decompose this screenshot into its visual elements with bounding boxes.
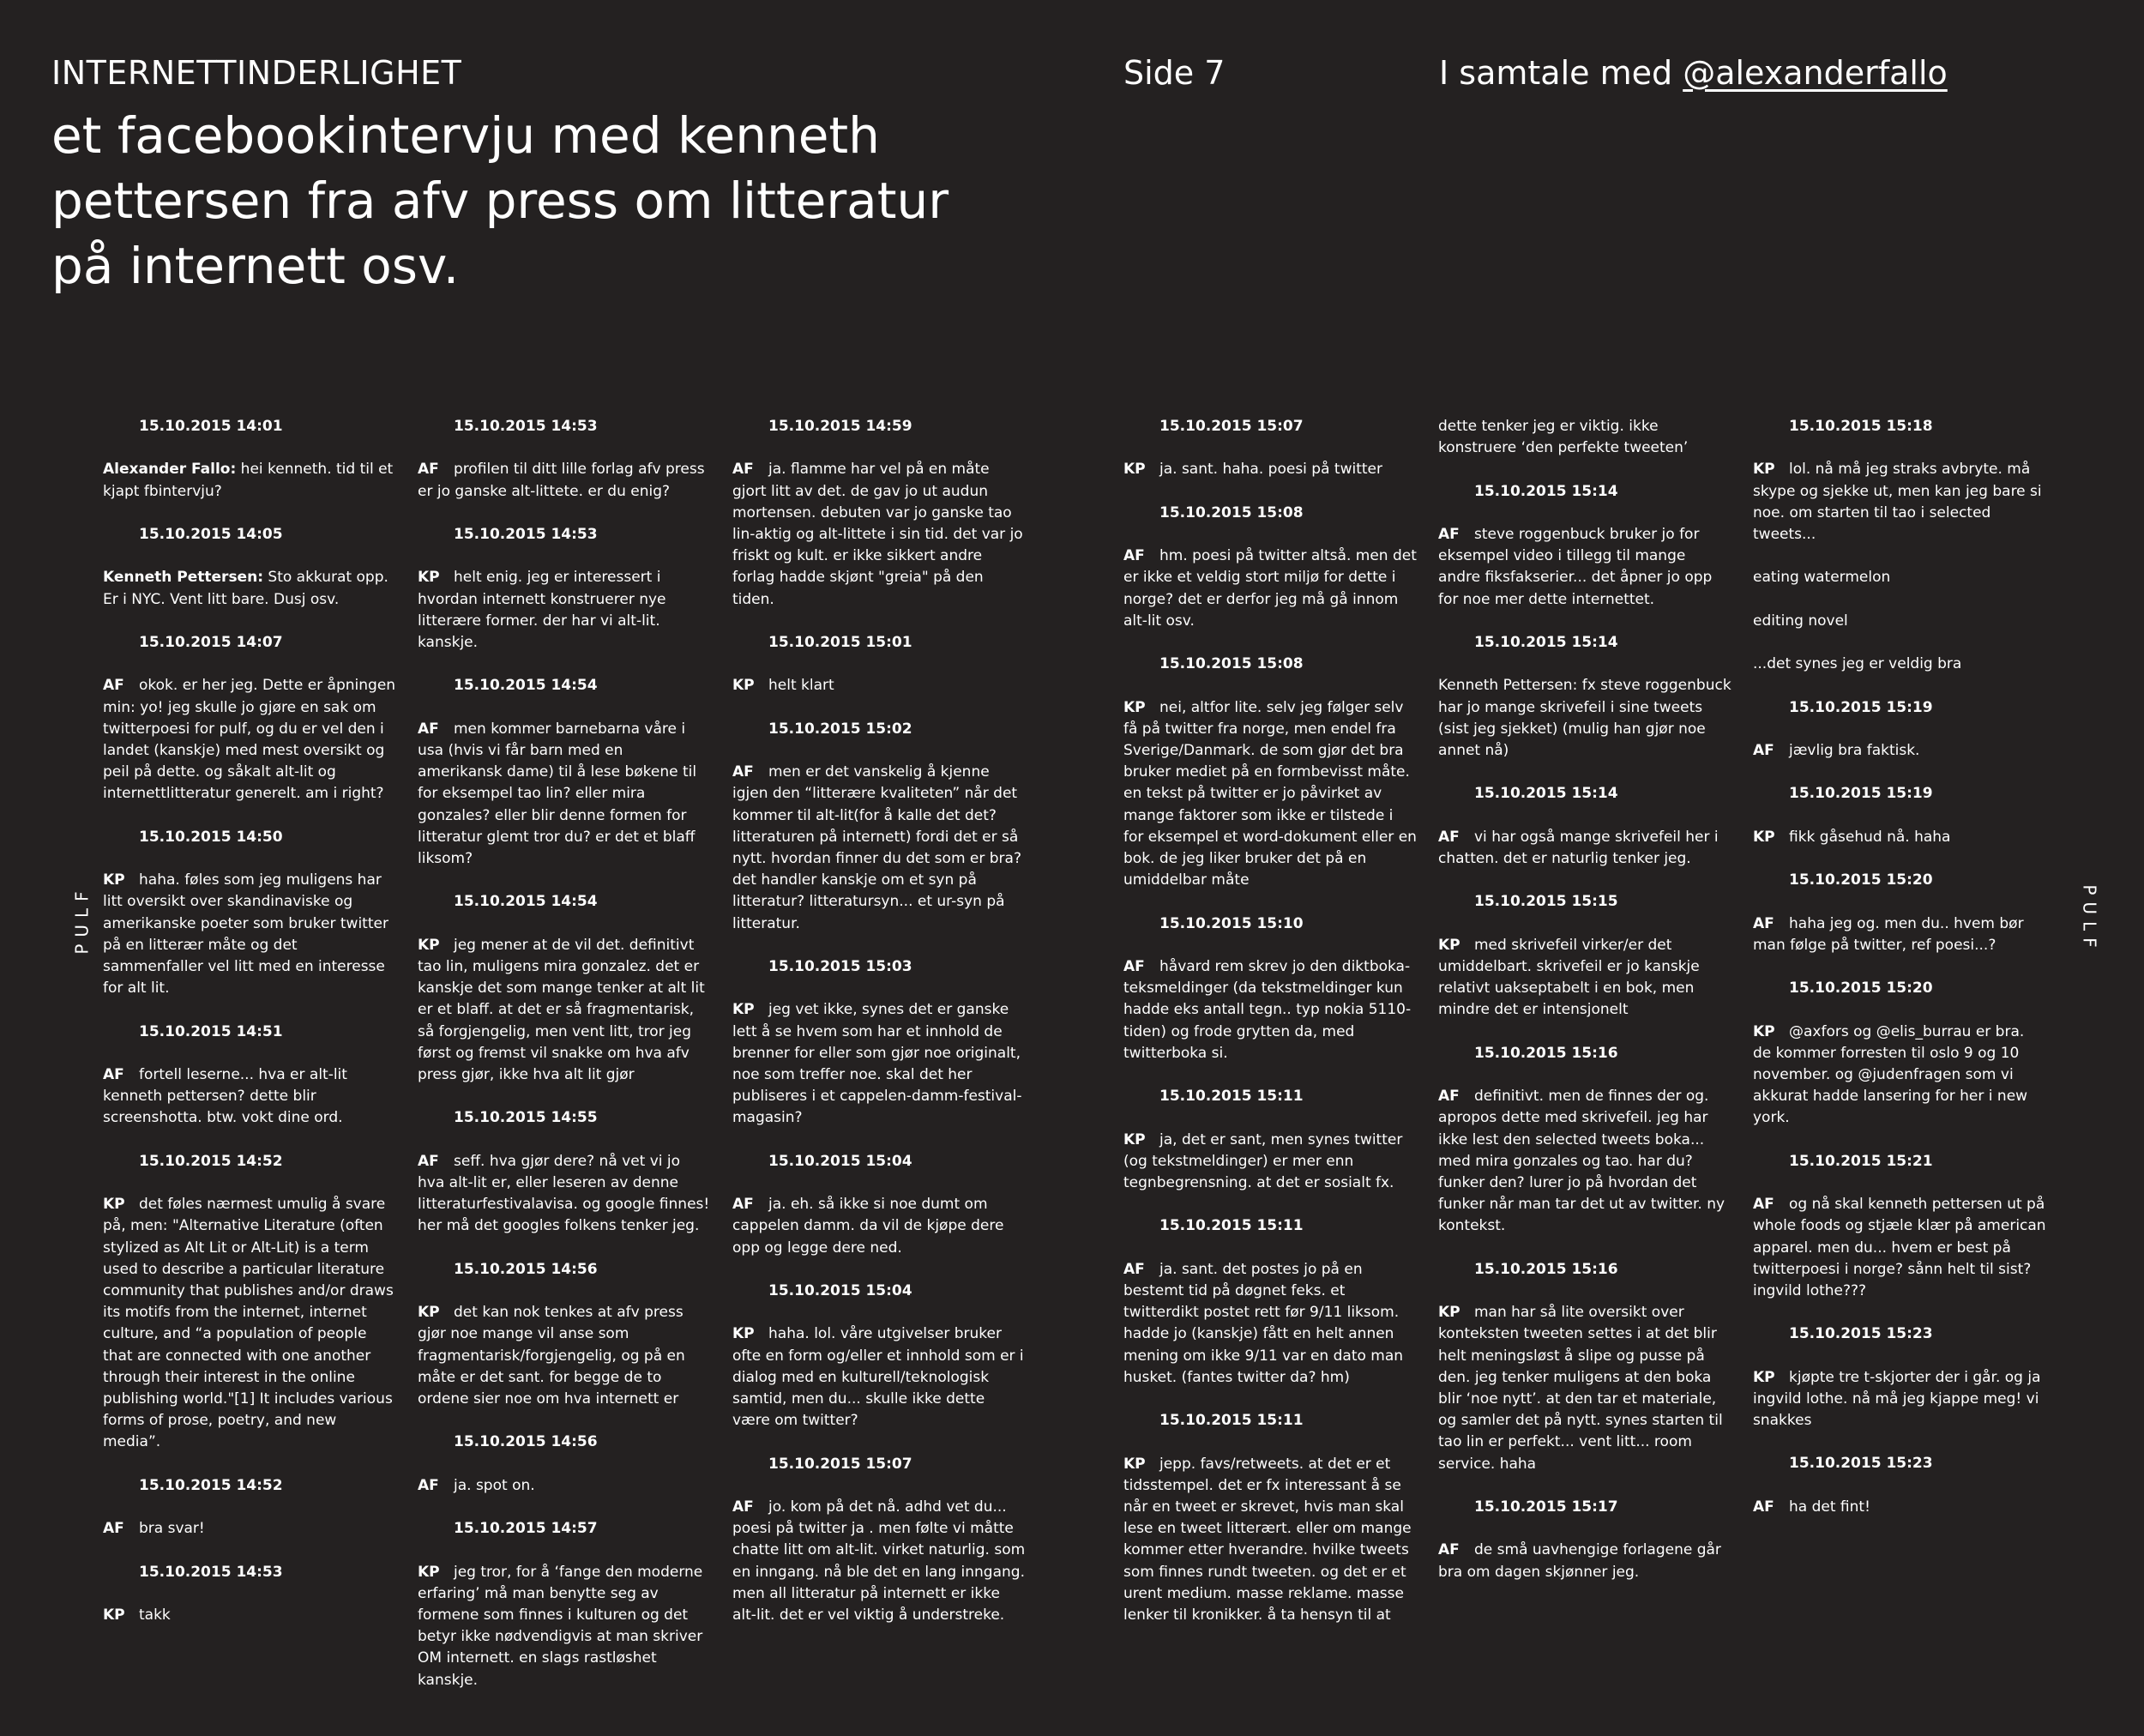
message-timestamp: 15.10.2015 14:59 — [768, 418, 912, 435]
message-text: seff. hva gjør dere? nå vet vi jo hva alt-lit er, eller leseren av denne litteraturfestivalavisa. og google finnes! her må det googles folkens tenker jeg. — [418, 1152, 710, 1235]
message-text: Sto akkurat opp. Er i NYC. Vent litt bare. Dusj osv. — [103, 569, 388, 608]
message-timestamp: 15.10.2015 15:10 — [1159, 914, 1304, 932]
message-text: eating watermelon — [1753, 569, 1891, 587]
message-timestamp: 15.10.2015 14:07 — [139, 633, 283, 651]
chat-message — [1123, 546, 1417, 632]
message-timestamp: 15.10.2015 15:08 — [1159, 503, 1304, 521]
speaker-initials: AF — [103, 677, 124, 695]
message-timestamp: 15.10.2015 15:07 — [1159, 418, 1304, 435]
chat-message — [1438, 524, 1731, 611]
chat-message — [418, 1562, 711, 1691]
message-text: dette tenker jeg er viktig. ikke konstruere ‘den perfekte tweeten’ — [1438, 418, 1689, 457]
speaker-initials: AF — [1753, 914, 1774, 932]
chat-message — [103, 1194, 396, 1453]
message-timestamp: 15.10.2015 15:18 — [1789, 418, 1933, 435]
chat-column-1 — [103, 416, 396, 1648]
side-label-right: PULF — [2079, 884, 2100, 955]
message-timestamp: 15.10.2015 14:56 — [454, 1433, 598, 1451]
message-text: ja. eh. så ikke si noe dumt om cappelen damm. da vil de kjøpe dere opp og legge dere ned. — [732, 1196, 1004, 1257]
chat-message — [1438, 1086, 1731, 1237]
chat-message — [418, 1302, 711, 1410]
message-timestamp: 15.10.2015 14:05 — [139, 525, 283, 543]
speaker-initials: KP — [418, 1563, 440, 1581]
chat-message — [732, 675, 1026, 696]
message-text: editing novel — [1753, 612, 1848, 630]
chat-message — [1438, 1540, 1731, 1582]
speaker-initials: AF — [1438, 1541, 1460, 1559]
chat-message — [1123, 1130, 1417, 1195]
conversation-header — [1439, 54, 1948, 92]
message-text: haha jeg og. men du.. hvem bør man følge på twitter, ref poesi...? — [1753, 914, 2024, 954]
message-text: ja. spot on. — [454, 1476, 535, 1494]
chat-column-2 — [418, 416, 711, 1713]
speaker-initials: KP — [103, 1196, 125, 1214]
message-timestamp: 15.10.2015 14:55 — [454, 1109, 598, 1127]
message-text: bra svar! — [139, 1520, 205, 1538]
message-text: vi har også mange skrivefeil her i chatten. det er naturlig tenker jeg. — [1438, 828, 1719, 867]
message-text: med skrivefeil virker/er det umiddelbart. skrivefeil er jo kanskje relativt uakseptabelt i en bok, men mindre det er intensjonelt — [1438, 936, 1700, 1019]
speaker-initials: AF — [418, 1476, 439, 1494]
message-timestamp: 15.10.2015 15:11 — [1159, 1217, 1304, 1235]
chat-message — [103, 870, 396, 999]
speaker-initials: KP — [103, 1606, 125, 1624]
message-text: ...det synes jeg er veldig bra — [1753, 655, 1962, 673]
twitter-handle-link[interactable]: @alexanderfallo — [1683, 54, 1948, 92]
speaker-initials: KP — [732, 1325, 755, 1343]
message-text: ja. flamme har vel på en måte gjort litt av det. de gav jo ut audun mortensen. debuten var jo ganske tao lin-aktig og alt-littete i sin tid. det var jo friskt og kult. er ikke sikkert andre forlag hadde skjønt "greia" på den tiden. — [732, 461, 1023, 608]
message-text: okok. er her jeg. Dette er åpningen min: yo! jeg skulle jo gjøre en sak om twitterpoesi for pulf, og du er vel den i landet (kanskje) med mest oversikt og peil på dette. og såkalt alt-lit og internettlitteratur generelt. am i right? — [103, 677, 396, 803]
message-text: de små uavhengige forlagene går bra om dagen skjønner jeg. — [1438, 1541, 1721, 1581]
chat-message — [103, 1605, 396, 1626]
speaker-name: Kenneth Pettersen: — [103, 569, 263, 587]
chat-message — [103, 459, 396, 502]
chat-message — [418, 459, 711, 502]
speaker-name: Kenneth Pettersen: — [1438, 677, 1578, 695]
message-text: håvard rem skrev jo den diktboka- teksmeldinger (da tekstmeldinger kun hadde eks antall tegn.. typ nokia 5110-tiden) og frode grytten da, med twitterboka si. — [1123, 957, 1412, 1062]
message-text: helt klart — [768, 677, 834, 695]
message-timestamp: 15.10.2015 15:02 — [768, 720, 912, 738]
message-timestamp: 15.10.2015 15:16 — [1474, 1044, 1618, 1062]
message-timestamp: 15.10.2015 15:03 — [768, 957, 912, 975]
speaker-initials: AF — [1438, 1088, 1460, 1106]
message-timestamp: 15.10.2015 14:53 — [454, 418, 598, 435]
speaker-initials: KP — [1438, 1304, 1460, 1322]
chat-message — [1753, 1497, 2046, 1518]
message-timestamp: 15.10.2015 15:01 — [768, 634, 912, 651]
speaker-initials: KP — [732, 1001, 755, 1019]
speaker-initials: AF — [418, 461, 439, 479]
speaker-initials: KP — [1123, 698, 1146, 716]
speaker-initials: KP — [1753, 461, 1775, 479]
chat-message — [1753, 1022, 2046, 1130]
chat-message — [103, 1518, 396, 1540]
speaker-initials: AF — [732, 763, 754, 781]
speaker-initials: KP — [418, 1304, 440, 1322]
speaker-initials: KP — [1753, 1368, 1775, 1386]
speaker-initials: KP — [1753, 828, 1775, 846]
message-text: det føles nærmest umulig å svare på, men: "Alternative Literature (often stylized as Alt Lit or Alt-Lit) is a term used to describe a particular literature community that publishes and/or draws its motifs from the internet, internet culture, and “a population of people that are connected with one another through their interest in the online publishing world."[1] It includes various forms of prose, poetry, and new media”. — [103, 1196, 394, 1451]
chat-message — [418, 1151, 711, 1238]
chat-message — [1123, 697, 1417, 892]
message-text: men kommer barnebarna våre i usa (hvis vi får barn med en amerikansk dame) til å lese bøkene til for eksempel tao lin? eller mira gonzales? eller blir denne formen for litteratur glemt tror du? er det et blaff liksom? — [418, 720, 697, 867]
speaker-initials: AF — [1753, 741, 1774, 759]
message-text: jeg mener at de vil det. definitivt tao lin, muligens mira gonzalez. det er kanskje det som mange tenker at alt lit er et blaff. at det er så fragmentarisk, så forgjengelig, men vent litt, tror jeg først og fremst vil snakke om hva afv press gjør, ikke hva alt lit gjør — [418, 936, 705, 1083]
chat-message — [418, 935, 711, 1086]
message-timestamp: 15.10.2015 15:20 — [1789, 980, 1933, 998]
speaker-initials: AF — [732, 1196, 754, 1214]
speaker-initials: KP — [1438, 936, 1460, 954]
article-title: et facebookintervju med kenneth pettersen fra afv press om litteratur på internett osv. — [51, 106, 949, 295]
message-timestamp: 15.10.2015 14:53 — [454, 525, 598, 543]
message-text: hm. poesi på twitter altså. men det er ikke et veldig stort miljø for dette i norge? det er derfor jeg må gå innom alt-lit osv. — [1123, 547, 1417, 630]
speaker-initials: AF — [1438, 525, 1460, 543]
speaker-initials: AF — [418, 720, 439, 738]
message-timestamp: 15.10.2015 14:50 — [139, 828, 283, 846]
chat-message — [418, 567, 711, 654]
message-timestamp: 15.10.2015 14:52 — [139, 1152, 283, 1170]
message-timestamp: 15.10.2015 14:54 — [454, 677, 598, 695]
message-text: fx steve roggenbuck har jo mange skrivefeil i sine tweets (sist jeg sjekket) (mulig han gjør noe annet nå) — [1438, 677, 1731, 759]
page-number: Side 7 — [1123, 54, 1226, 92]
message-text: haha. føles som jeg muligens har litt oversikt over skandinaviske og amerikanske poeter som bruker twitter på en litterær måte og det sammenfaller vel litt med en interesse for alt lit. — [103, 871, 388, 998]
message-timestamp: 15.10.2015 15:23 — [1789, 1325, 1933, 1343]
message-timestamp: 15.10.2015 15:07 — [768, 1455, 912, 1473]
speaker-initials: KP — [1123, 1455, 1146, 1473]
message-text: haha. lol. våre utgivelser bruker ofte en form og/eller et innhold som er i dialog med en kulturell/teknologisk samtid, men du... skulle ikke dette være om twitter? — [732, 1325, 1024, 1430]
speaker-initials: AF — [1123, 957, 1145, 975]
message-text: det kan nok tenkes at afv press gjør noe mange vil anse som fragmentarisk/forgjengelig, og på en måte er det sant. for begge de to ordene sier noe om hva internett er — [418, 1304, 685, 1407]
chat-column-3 — [732, 416, 1026, 1648]
message-timestamp: 15.10.2015 15:14 — [1474, 633, 1618, 651]
message-timestamp: 15.10.2015 14:54 — [454, 893, 598, 911]
chat-message — [1438, 1302, 1731, 1475]
chat-message — [1753, 1367, 2046, 1432]
speaker-name: Alexander Fallo: — [103, 461, 237, 479]
speaker-initials: KP — [1123, 461, 1146, 479]
message-text: ja. sant. haha. poesi på twitter — [1159, 461, 1382, 479]
chat-message — [418, 1475, 711, 1497]
speaker-initials: AF — [1123, 1260, 1145, 1278]
chat-message — [1753, 827, 2046, 848]
message-timestamp: 15.10.2015 15:04 — [768, 1281, 912, 1299]
chat-message — [418, 719, 711, 870]
chat-message — [1753, 913, 2046, 956]
message-text: jeg vet ikke, synes det er ganske lett å se hvem som har et innhold de brenner for eller som gjør noe originalt, noe som treffer noe. skal det her publiseres i et cappelen-damm-festival-magasin? — [732, 1001, 1022, 1127]
message-timestamp: 15.10.2015 15:21 — [1789, 1152, 1933, 1170]
side-label-left: PULF — [71, 884, 93, 955]
message-text: jo. kom på det nå. adhd vet du... poesi på twitter ja . men følte vi måtte chatte litt om alt-lit. virket naturlig. som en inngang. nå ble det en lang inngang. men all litteratur på internett er ikke alt-lit. det er vel viktig å understreke. — [732, 1498, 1026, 1624]
section-heading: INTERNETTINDERLIGHET — [51, 54, 462, 92]
chat-message — [732, 1497, 1026, 1626]
message-timestamp: 15.10.2015 15:19 — [1789, 698, 1933, 716]
chat-message — [1438, 675, 1731, 762]
message-timestamp: 15.10.2015 15:14 — [1474, 482, 1618, 500]
message-text: ha det fint! — [1789, 1498, 1870, 1516]
speaker-initials: AF — [1123, 547, 1145, 565]
message-text: jepp. favs/retweets. at det er et tidsstempel. det er fx interessant å se når en tweet er skrevet, hvis man skal lese en tweet litterært. eller om mange kommer etter hverandre. hvilke tweets som finnes rundt tweeten. og det er et urent medium. masse reklame. masse lenker til kronikker. å ta hensyn til at — [1123, 1455, 1412, 1624]
message-text: hei kenneth. tid til et kjapt fbintervju? — [103, 461, 394, 500]
message-timestamp: 15.10.2015 14:56 — [454, 1260, 598, 1278]
message-timestamp: 15.10.2015 15:04 — [768, 1152, 912, 1170]
speaker-initials: AF — [1753, 1498, 1774, 1516]
message-text: ja, det er sant, men synes twitter (og tekstmeldinger) er mer enn tegnbegrensning. at det er sosialt fx. — [1123, 1130, 1403, 1191]
message-text: @axfors og @elis_burrau er bra. de kommer forresten til oslo 9 og 10 november. og @judenfragen som vi akkurat hadde lansering for her i new york. — [1753, 1022, 2028, 1127]
message-timestamp: 15.10.2015 15:11 — [1159, 1088, 1304, 1106]
speaker-initials: KP — [418, 936, 440, 954]
message-text: helt enig. jeg er interessert i hvordan internett konstruerer nye litterære former. der har vi alt-lit. kanskje. — [418, 569, 666, 651]
message-text: nei, altfor lite. selv jeg følger selv få på twitter fra norge, men endel fra Sverige/Danmark. de som gjør det bra bruker mediet på en formbevisst måte. en tekst på twitter er jo påvirket av mange faktorer som ikke er tilstede i for eksempel et word-dokument eller en bok. de jeg liker bruker det på en umiddelbar måte — [1123, 698, 1417, 889]
message-timestamp: 15.10.2015 15:08 — [1159, 655, 1304, 673]
chat-message — [103, 1064, 396, 1130]
chat-message — [103, 675, 396, 805]
speaker-initials: AF — [732, 461, 754, 479]
message-timestamp: 15.10.2015 15:17 — [1474, 1498, 1618, 1516]
message-timestamp: 15.10.2015 15:23 — [1789, 1455, 1933, 1473]
conversation-prefix: I samtale med — [1439, 54, 1683, 92]
speaker-initials: AF — [103, 1520, 124, 1538]
chat-message — [1753, 740, 2046, 762]
message-text: takk — [139, 1606, 171, 1624]
message-timestamp: 15.10.2015 14:51 — [139, 1022, 283, 1040]
message-text: steve roggenbuck bruker jo for eksempel video i tillegg til mange andre fiksfakserier... det åpner jo opp for noe mer dette internettet. — [1438, 525, 1713, 608]
chat-message — [1753, 459, 2046, 546]
chat-column-6 — [1753, 416, 2046, 1540]
speaker-initials: AF — [732, 1498, 754, 1516]
message-timestamp: 15.10.2015 14:01 — [139, 418, 283, 435]
message-text: jeg tror, for å ‘fange den moderne erfaring’ må man benytte seg av formene som finnes i kulturen og det betyr ikke nødvendigvis at man skriver OM internett. en slags rastløshet kanskje. — [418, 1563, 703, 1689]
message-timestamp: 15.10.2015 15:14 — [1474, 785, 1618, 803]
chat-message — [1438, 827, 1731, 870]
message-text: man har så lite oversikt over konteksten tweeten settes i at det blir helt meningsløst å slipe og pusse på den. jeg tenker muligens at den boka blir ‘noe nytt’. at den tar et materiale, og samler det på nytt. synes starten til tao lin er perfekt... vent litt... room service. haha — [1438, 1304, 1723, 1473]
message-text: fikk gåsehud nå. haha — [1789, 828, 1951, 846]
message-timestamp: 15.10.2015 14:53 — [139, 1563, 283, 1581]
chat-message — [732, 1194, 1026, 1259]
message-timestamp: 15.10.2015 15:11 — [1159, 1412, 1304, 1430]
speaker-initials: AF — [418, 1152, 439, 1170]
message-timestamp: 15.10.2015 14:52 — [139, 1476, 283, 1494]
message-timestamp: 15.10.2015 15:15 — [1474, 893, 1618, 911]
speaker-initials: AF — [1753, 1196, 1774, 1214]
message-text: definitivt. men de finnes der og. apropos dette med skrivefeil. jeg har ikke lest den selected tweets boka... med mira gonzales og tao. har du? funker den? lurer jo på hvordan det funker når man tar det ut av twitter. ny kontekst. — [1438, 1088, 1725, 1235]
message-text: lol. nå må jeg straks avbryte. må skype og sjekke ut, men kan jeg bare si noe. om starten til tao i selected tweets... — [1753, 461, 2042, 543]
message-timestamp: 15.10.2015 15:16 — [1474, 1260, 1618, 1278]
speaker-initials: KP — [1753, 1022, 1775, 1040]
chat-column-4 — [1123, 416, 1417, 1648]
chat-column-5 — [1438, 416, 1731, 1605]
chat-message — [732, 999, 1026, 1129]
speaker-initials: AF — [1438, 828, 1460, 846]
speaker-initials: KP — [1123, 1130, 1146, 1148]
speaker-initials: KP — [732, 677, 755, 695]
speaker-initials: KP — [103, 871, 125, 889]
chat-message — [1753, 1194, 2046, 1302]
message-text: profilen til ditt lille forlag afv press er jo ganske alt-littete. er du enig? — [418, 461, 705, 500]
message-text: kjøpte tre t-skjorter der i går. og ja ingvild lothe. nå må jeg kjappe meg! vi snakkes — [1753, 1368, 2041, 1430]
chat-message — [1123, 459, 1417, 480]
chat-message — [732, 459, 1026, 610]
message-text: men er det vanskelig å kjenne igjen den “litterære kvaliteten” når det kommer til alt-lit(for å kalle det det? litteraturen på internett) fordi det er så nytt. hvordan finner du det som er bra? det handler kanskje om et syn på litteratur? litteratursyn... et ur-syn på litteratur. — [732, 763, 1021, 932]
speaker-initials: KP — [418, 569, 440, 587]
chat-message — [1123, 1259, 1417, 1389]
speaker-initials: AF — [103, 1065, 124, 1083]
chat-message — [103, 567, 396, 610]
chat-message — [732, 1323, 1026, 1432]
message-text: fortell leserne... hva er alt-lit kenneth pettersen? dette blir screenshotta. btw. vokt dine ord. — [103, 1065, 347, 1127]
message-timestamp: 15.10.2015 15:19 — [1789, 785, 1933, 803]
message-text: jævlig bra faktisk. — [1789, 741, 1920, 759]
chat-message — [1123, 1454, 1417, 1627]
message-timestamp: 15.10.2015 15:20 — [1789, 871, 1933, 889]
chat-message — [1753, 654, 2046, 675]
message-text: og nå skal kenneth pettersen ut på whole foods og stjæle klær på american apparel. men du... hvem er best på twitterpoesi i norge? sånn helt til sist? ingvild lothe??? — [1753, 1196, 2046, 1299]
message-timestamp: 15.10.2015 14:57 — [454, 1520, 598, 1538]
chat-message — [1123, 956, 1417, 1064]
chat-message — [1753, 567, 2046, 588]
chat-message — [1438, 416, 1731, 459]
message-text: ja. sant. det postes jo på en bestemt tid på døgnet feks. et twitterdikt postet rett før 9/11 liksom. hadde jo (kanskje) fått en helt annen mening om ikke 9/11 var en dato man husket. (fantes twitter da? hm) — [1123, 1260, 1404, 1386]
chat-message — [1438, 935, 1731, 1022]
chat-message — [1753, 611, 2046, 632]
chat-message — [732, 762, 1026, 935]
